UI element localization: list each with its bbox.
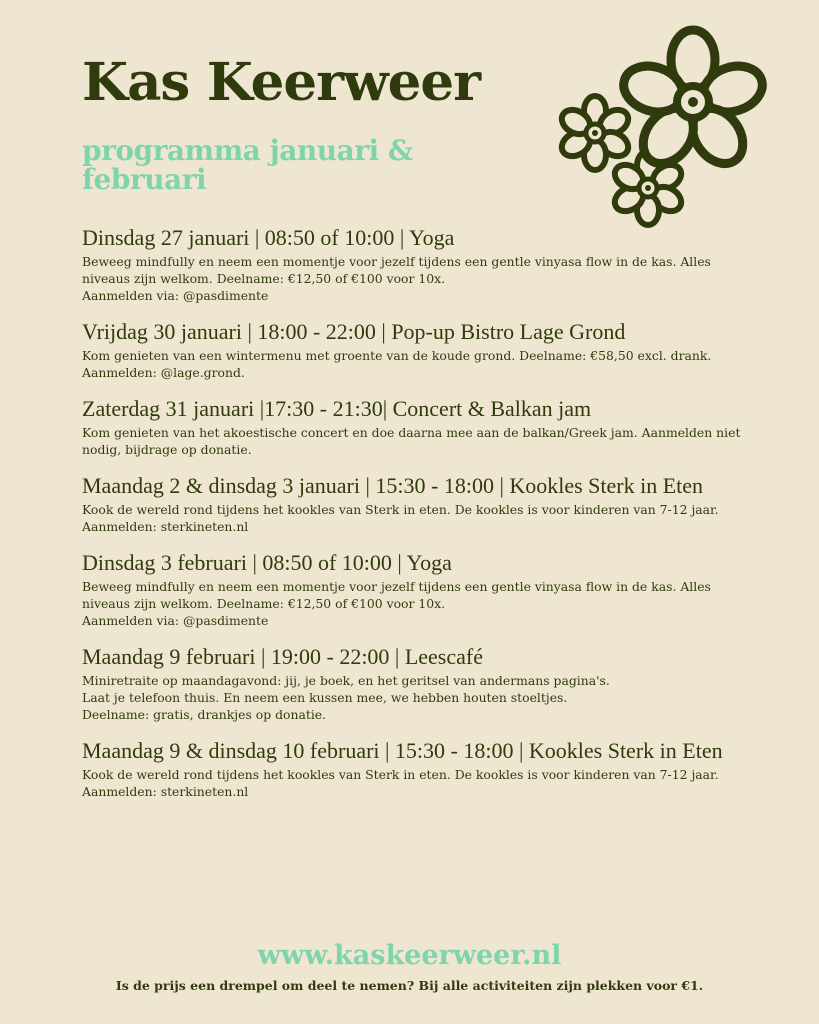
event-description: Beweeg mindfully en neem een momentje voor jezelf tijdens een gentle vinyasa flow in de kas. Alles niveaus zijn welkom. Deelname: €12,50 of €100 voor 10x. Aanmelden via: @pasdimente <box>82 254 711 303</box>
event-item <box>82 473 762 535</box>
event-description: Beweeg mindfully en neem een momentje voor jezelf tijdens een gentle vinyasa flow in de kas. Alles niveaus zijn welkom. Deelname: €12,50 of €100 voor 10x. Aanmelden via: @pasdimente <box>82 579 711 628</box>
event-title: Dinsdag 3 februari | 08:50 of 10:00 | Yoga <box>82 550 452 575</box>
event-description: Miniretraite op maandagavond: jij, je boek, en het geritsel van andermans pagina's. Laat je telefoon thuis. En neem een kussen mee, we hebben houten stoeltjes. Deelname: gratis, drankjes op donatie. <box>82 673 610 722</box>
event-description: Kom genieten van het akoestische concert en doe daarna mee aan de balkan/Greek jam. Aanmelden niet nodig, bijdrage op donatie. <box>82 425 741 457</box>
event-description: Kook de wereld rond tijdens het kookles van Sterk in eten. De kookles is voor kinderen van 7-12 jaar. Aanmelden: sterkineten.nl <box>82 502 719 534</box>
event-item <box>82 396 762 458</box>
event-title: Dinsdag 27 januari | 08:50 of 10:00 | Yoga <box>82 225 455 250</box>
price-note: Is de prijs een drempel om deel te nemen? Bij alle activiteiten zijn plekken voor €1. <box>115 978 704 993</box>
event-item <box>82 319 762 381</box>
event-description: Kom genieten van een wintermenu met groente van de koude grond. Deelname: €58,50 excl. drank. Aanmelden: @lage.grond. <box>82 348 712 380</box>
event-item <box>82 738 762 800</box>
event-title: Maandag 9 februari | 19:00 - 22:00 | Leescafé <box>82 644 483 669</box>
event-item <box>82 644 762 723</box>
event-list <box>82 225 762 815</box>
event-title: Vrijdag 30 januari | 18:00 - 22:00 | Pop-up Bistro Lage Grond <box>82 319 626 344</box>
page-subtitle: programma januari & februari <box>82 134 413 196</box>
event-title: Maandag 2 & dinsdag 3 januari | 15:30 - 18:00 | Kookles Sterk in Eten <box>82 473 704 498</box>
event-item <box>82 225 762 304</box>
event-description: Kook de wereld rond tijdens het kookles van Sterk in eten. De kookles is voor kinderen van 7-12 jaar. Aanmelden: sterkineten.nl <box>82 767 719 799</box>
flower-cluster-icon <box>545 20 785 245</box>
event-item <box>82 550 762 629</box>
page-title: Kas Keerweer <box>82 52 481 113</box>
event-title: Zaterdag 31 januari |17:30 - 21:30| Concert & Balkan jam <box>82 396 592 421</box>
website-link[interactable]: www.kaskeerweer.nl <box>257 940 562 971</box>
event-title: Maandag 9 & dinsdag 10 februari | 15:30 - 18:00 | Kookles Sterk in Eten <box>82 738 723 763</box>
